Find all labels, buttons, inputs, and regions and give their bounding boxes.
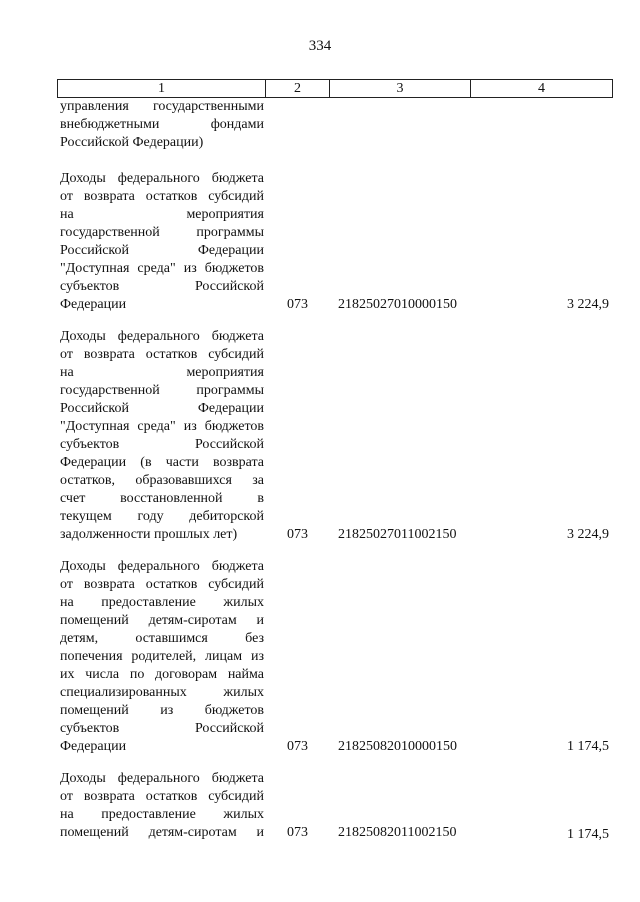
row-description bbox=[60, 170, 264, 314]
text-line: счет восстановленной в bbox=[60, 491, 264, 506]
row-description bbox=[60, 770, 264, 842]
row-amount: 1 174,5 bbox=[567, 739, 609, 754]
column-header-4: 4 bbox=[538, 81, 545, 96]
text-line: помещений детям-сиротам и bbox=[60, 825, 264, 840]
text-line: попечения родителей, лицам из bbox=[60, 649, 264, 664]
text-line: управления государственными bbox=[60, 99, 264, 114]
text-line: специализированных жилых bbox=[60, 685, 264, 700]
column-header-3: 3 bbox=[330, 80, 471, 97]
text-line: субъектов Российской bbox=[60, 721, 264, 736]
text-line: "Доступная среда" из бюджетов bbox=[60, 419, 264, 434]
text-line: субъектов Российской bbox=[60, 279, 264, 294]
text-line: Доходы федерального бюджета bbox=[60, 771, 264, 786]
text-line: внебюджетными фондами bbox=[60, 117, 264, 132]
text-line: Российской Федерации bbox=[60, 243, 264, 258]
text-line: помещений из бюджетов bbox=[60, 703, 264, 718]
text-line: помещений детям-сиротам и bbox=[60, 613, 264, 628]
text-line: на предоставление жилых bbox=[60, 807, 264, 822]
row-description bbox=[60, 328, 264, 544]
text-line: Федерации (в части возврата bbox=[60, 455, 264, 470]
row-amount: 1 174,5 bbox=[567, 827, 609, 842]
table-header-row bbox=[57, 79, 613, 98]
text-line: на мероприятия bbox=[60, 207, 264, 222]
row-description bbox=[60, 558, 264, 756]
text-line: от возврата остатков субсидий bbox=[60, 347, 264, 362]
column-header-2: 2 bbox=[266, 80, 330, 97]
text-line: Доходы федерального бюджета bbox=[60, 329, 264, 344]
text-line: Доходы федерального бюджета bbox=[60, 171, 264, 186]
text-line: на мероприятия bbox=[60, 365, 264, 380]
text-line: государственной программы bbox=[60, 383, 264, 398]
row-code: 073 bbox=[287, 297, 308, 312]
row-amount: 3 224,9 bbox=[567, 527, 609, 542]
text-line: "Доступная среда" из бюджетов bbox=[60, 261, 264, 276]
text-line: их числа по договорам найма bbox=[60, 667, 264, 682]
row-code: 073 bbox=[287, 527, 308, 542]
text-line: от возврата остатков субсидий bbox=[60, 577, 264, 592]
text-line: остатков, образовавшихся за bbox=[60, 473, 264, 488]
column-header-1: 1 bbox=[58, 80, 266, 97]
row-code: 073 bbox=[287, 825, 308, 840]
row-kbk: 21825027010000150 bbox=[338, 297, 457, 312]
text-line: на предоставление жилых bbox=[60, 595, 264, 610]
row-kbk: 21825082011002150 bbox=[338, 825, 457, 840]
text-line: Федерации bbox=[60, 739, 127, 754]
text-line: от возврата остатков субсидий bbox=[60, 189, 264, 204]
page-number: 334 bbox=[308, 38, 332, 54]
text-line: Федерации bbox=[60, 297, 127, 312]
row-kbk: 21825027011002150 bbox=[338, 527, 457, 542]
continuation-text bbox=[60, 98, 264, 152]
row-kbk: 21825082010000150 bbox=[338, 739, 457, 754]
text-line: Российской Федерации) bbox=[60, 135, 204, 150]
row-amount: 3 224,9 bbox=[567, 297, 609, 312]
text-line: Российской Федерации bbox=[60, 401, 264, 416]
text-line: от возврата остатков субсидий bbox=[60, 789, 264, 804]
text-line: субъектов Российской bbox=[60, 437, 264, 452]
text-line: государственной программы bbox=[60, 225, 264, 240]
text-line: текущем году дебиторской bbox=[60, 509, 264, 524]
text-line: детям, оставшимся без bbox=[60, 631, 264, 646]
text-line: задолженности прошлых лет) bbox=[60, 527, 238, 542]
text-line: Доходы федерального бюджета bbox=[60, 559, 264, 574]
row-code: 073 bbox=[287, 739, 308, 754]
